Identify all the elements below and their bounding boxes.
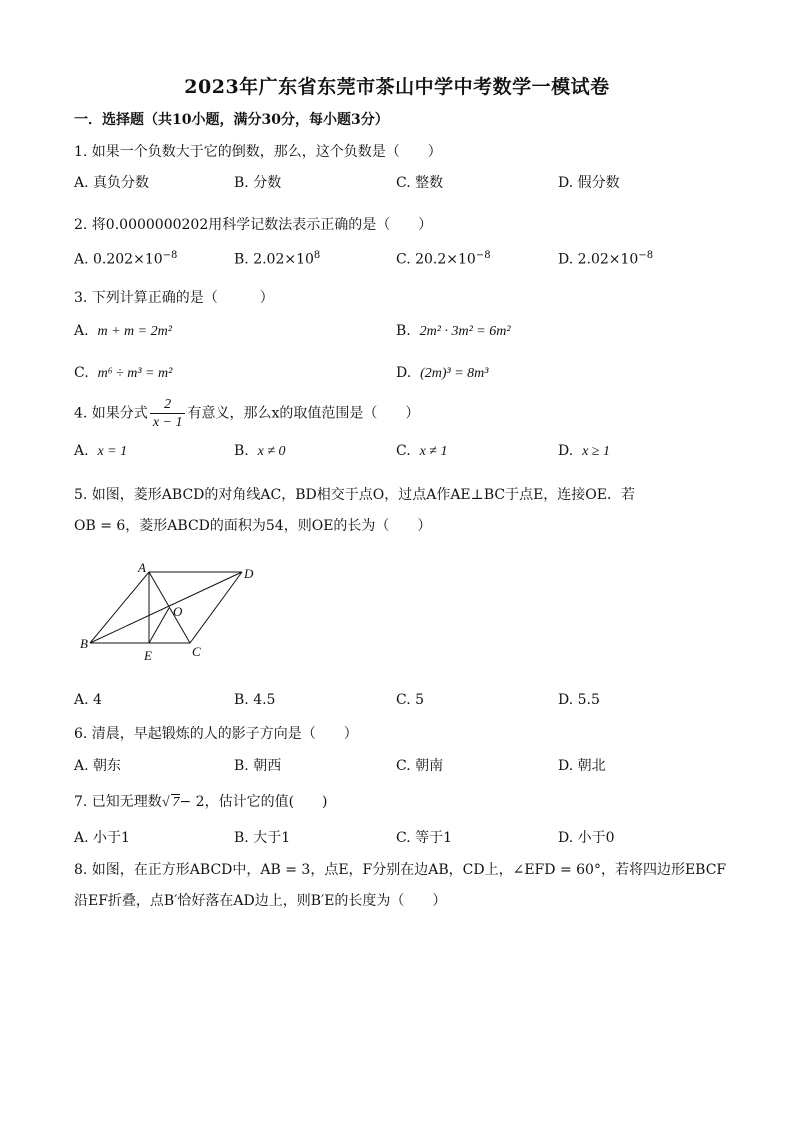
q2-b-text: B. 2.02×10 [234, 251, 314, 268]
question-7-option-b: B. 大于1 [234, 830, 291, 846]
q4-b-math: x ≠ 0 [257, 444, 286, 459]
question-7-option-c: C. 等于1 [396, 830, 453, 846]
q2-a-text: A. 0.202×10 [74, 251, 163, 268]
question-3-option-b [396, 323, 511, 340]
question-2-option-c [396, 250, 491, 268]
q2-c-exponent: −8 [475, 250, 491, 261]
q3-d-math: (2m)³ = 8m³ [420, 366, 489, 381]
question-5-stem-line2: OB = 6，菱形ABCD的面积为54，则OE的长为（ ） [74, 518, 432, 534]
q3-c-label: C. [74, 365, 89, 381]
question-5-option-d: D. 5.5 [558, 692, 600, 708]
question-1-option-a: A. 真负分数 [74, 175, 150, 191]
label-a: A [138, 560, 146, 575]
question-3-stem: 3. 下列计算正确的是（ ） [74, 290, 274, 306]
q3-b-label: B. [396, 323, 411, 339]
q2-d-exponent: −8 [638, 250, 654, 261]
question-7-option-d: D. 小于0 [558, 830, 615, 846]
q2-a-exponent: −8 [162, 250, 178, 261]
question-4-stem [74, 396, 419, 431]
q7-stem-pre: 7. 已知无理数 [74, 794, 162, 810]
q2-c-text: C. 20.2×10 [396, 251, 476, 268]
q2-b-exponent: 8 [313, 250, 321, 261]
question-7-stem [74, 791, 328, 811]
question-4-option-d [558, 443, 610, 460]
q4-stem-pre: 4. 如果分式 [74, 405, 148, 422]
q7-sqrt-argument: 7 [172, 795, 180, 810]
question-5-stem-line1: 5. 如图，菱形ABCD的对角线AC，BD相交于点O，过点A作AE⊥BC于点E，连接OE．若 [74, 487, 635, 503]
q4-c-math: x ≠ 1 [419, 444, 448, 459]
q3-b-math: 2m² · 3m² = 6m² [419, 324, 511, 339]
question-1-option-b: B. 分数 [234, 175, 282, 191]
question-5-option-b: B. 4.5 [234, 692, 276, 708]
q4-b-label: B. [234, 443, 249, 459]
side-cd [190, 572, 242, 643]
question-2-option-a [74, 250, 177, 268]
q4-d-label: D. [558, 443, 574, 459]
q4-fraction [150, 396, 186, 431]
rhombus-figure [80, 558, 270, 668]
diagonal-bd [90, 572, 242, 643]
label-b: B [80, 636, 88, 651]
question-5-option-a: A. 4 [74, 692, 102, 708]
q4-fraction-numerator: 2 [150, 396, 186, 414]
q4-a-math: x = 1 [97, 444, 128, 459]
q4-a-label: A. [74, 443, 89, 459]
question-7-option-a: A. 小于1 [74, 830, 130, 846]
label-c: C [192, 644, 201, 659]
question-3-option-c [74, 365, 172, 382]
label-d: D [244, 566, 254, 581]
question-6-option-c: C. 朝南 [396, 758, 444, 774]
q3-d-label: D. [396, 365, 412, 381]
question-8-stem-line2: 沿EF折叠，点B′恰好落在AD边上，则B′E的长度为（ ） [74, 893, 447, 909]
question-1-stem: 1. 如果一个负数大于它的倒数，那么，这个负数是（ ） [74, 144, 442, 160]
side-ba [90, 572, 149, 643]
q4-d-math: x ≥ 1 [582, 444, 610, 459]
q3-a-math: m + m = 2m² [97, 324, 172, 339]
question-4-option-b [234, 443, 286, 460]
question-5-option-c: C. 5 [396, 692, 425, 708]
question-6-option-b: B. 朝西 [234, 758, 282, 774]
q4-c-label: C. [396, 443, 411, 459]
exam-title: 2023年广东省东莞市茶山中学中考数学一模试卷 [184, 76, 610, 98]
label-o: O [173, 604, 183, 619]
q2-d-text: D. 2.02×10 [558, 251, 639, 268]
question-6-stem: 6. 清晨，早起锻炼的人的影子方向是（ ） [74, 726, 358, 742]
question-2-option-b [234, 250, 320, 268]
q3-a-label: A. [74, 323, 89, 339]
q4-fraction-denominator: x − 1 [152, 415, 183, 430]
question-4-option-c [396, 443, 447, 460]
question-2-option-d [558, 250, 653, 268]
label-e: E [144, 648, 152, 663]
question-8-stem-line1: 8. 如图，在正方形ABCD中，AB = 3，点E，F分别在边AB，CD上，∠EFD = 60°，若将四边形EBCF [74, 862, 727, 878]
question-6-option-a: A. 朝东 [74, 758, 122, 774]
section-heading: 一．选择题（共10小题，满分30分，每小题3分） [74, 112, 389, 128]
question-1-option-c: C. 整数 [396, 175, 444, 191]
question-3-option-a [74, 323, 172, 340]
q3-c-math: m⁶ ÷ m³ = m² [97, 366, 173, 381]
q7-stem-post: − 2，估计它的值( ) [179, 794, 328, 810]
question-3-option-d [396, 365, 488, 382]
q4-stem-post: 有意义，那么x的取值范围是（ ） [187, 405, 420, 422]
question-4-option-a [74, 443, 127, 460]
q7-sqrt-expression: √ 7 [161, 795, 180, 810]
question-2-stem: 2. 将0.0000000202用科学记数法表示正确的是（ ） [74, 217, 433, 233]
segment-oe [149, 608, 169, 643]
question-1-option-d: D. 假分数 [558, 175, 620, 191]
question-6-option-d: D. 朝北 [558, 758, 606, 774]
